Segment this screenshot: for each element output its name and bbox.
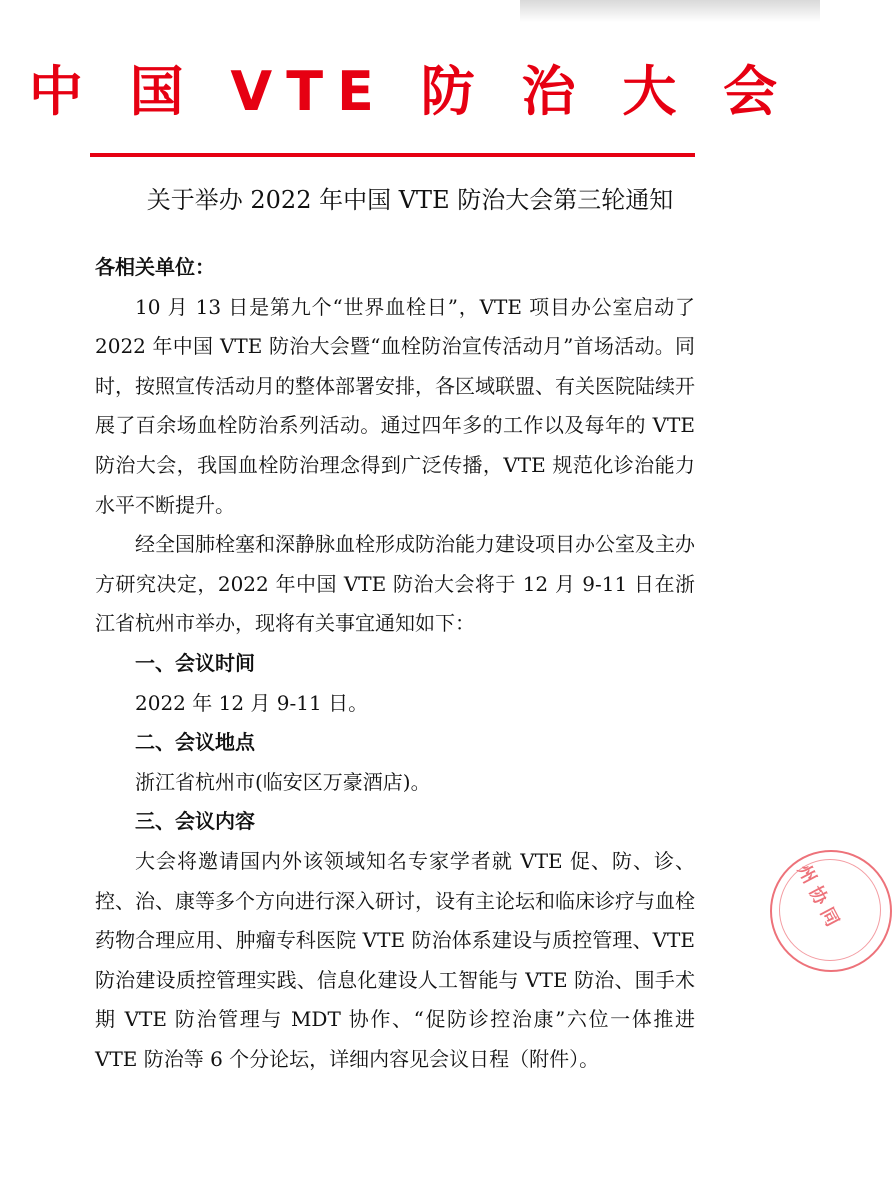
official-seal [770,850,892,972]
paragraph-decision: 经全国肺栓塞和深静脉血栓形成防治能力建设项目办公室及主办方研究决定，2022 年中国 VTE 防治大会将于 12 月 9-11 日在浙江省杭州市举办，现将有关事宜通知如下： [95,532,695,636]
section-heading-location: 二、会议地点 [135,730,255,755]
document-title: 关于举办 2022 年中国 VTE 防治大会第三轮通知 [146,186,674,214]
seal-text: 州 协 同 [793,861,843,931]
salutation: 各相关单位： [95,255,215,279]
section-heading-content: 三、会议内容 [135,809,255,834]
section-body-time: 2022 年 12 月 9-11 日。 [135,690,369,715]
section-heading-time: 一、会议时间 [135,650,255,675]
section-body-content: 大会将邀请国内外该领域知名专家学者就 VTE 促、防、诊、控、治、康等多个方向进行深入研讨，设有主论坛和临床诊疗与血栓药物合理应用、肿瘤专科医院 VTE 防治体系建设与质控管理、VTE 防治建设质控管理实践、信息化建设人工智能与 VTE 防治、围手术期 VTE 防治管理与 MDT 协作、“促防诊控治康”六位一体推进 VTE 防治等 6 个分论坛，详细内容见会议日程（附件）。 [95,848,695,1071]
section-body-location: 浙江省杭州市(临安区万豪酒店)。 [135,769,431,794]
paragraph-intro: 10 月 13 日是第九个“世界血栓日”，VTE 项目办公室启动了 2022 年中国 VTE 防治大会暨“血栓防治宣传活动月”首场活动。同时，按照宣传活动月的整体部署安排，各区域联盟、有关医院陆续开展了百余场血栓防治系列活动。通过四年多的工作以及每年的 VTE 防治大会，我国血栓防治理念得到广泛传播，VTE 规范化诊治能力水平不断提升。 [95,294,695,517]
document-body [95,248,695,1079]
letterhead-red-rule [90,153,695,157]
scan-shadow [520,0,820,22]
letterhead-title: 中 国 VTE 防 治 大 会 [28,60,792,123]
